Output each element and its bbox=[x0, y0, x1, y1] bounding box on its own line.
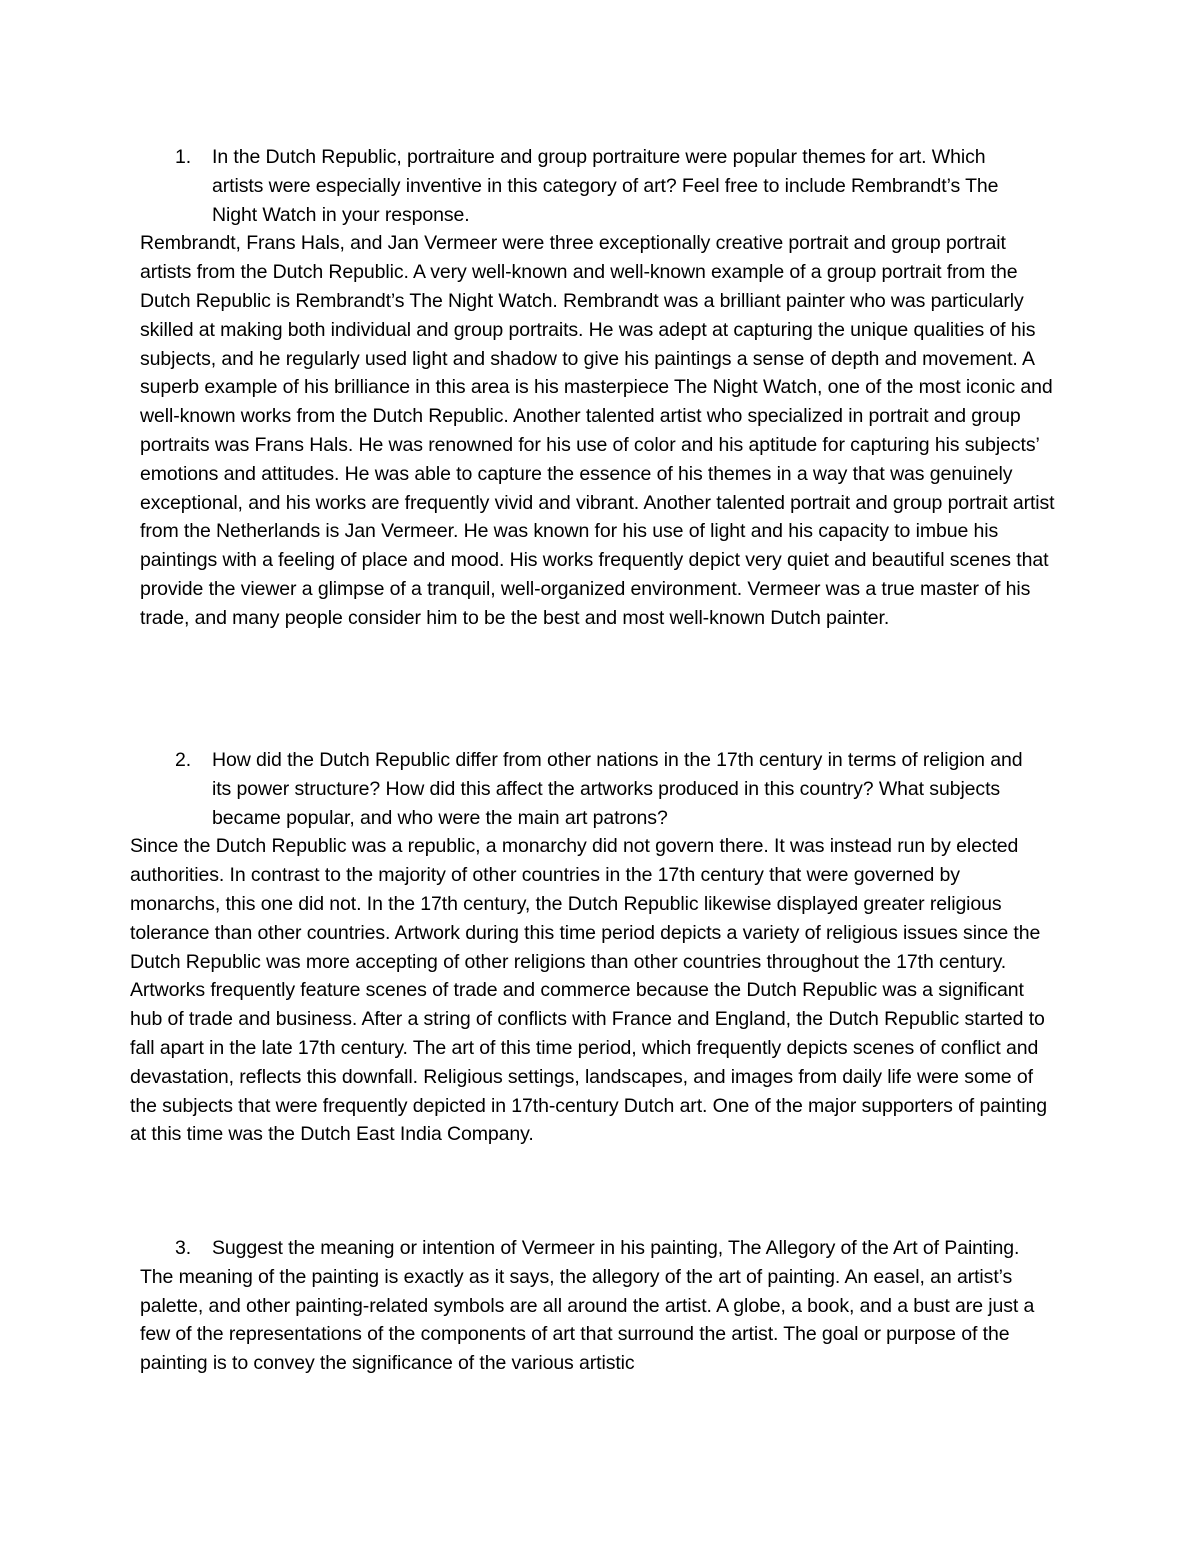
question-number: 1. bbox=[175, 146, 192, 168]
question-block-1 bbox=[140, 143, 1060, 633]
question-text: Suggest the meaning or intention of Vermeer in his painting, The Allegory of the Art of Painting. bbox=[212, 1237, 1020, 1259]
question-text: How did the Dutch Republic differ from other nations in the 17th century in terms of religion and its power structure? How did this affect the artworks produced in this country? What subjects became popular, and who were the main art patrons? bbox=[212, 749, 1023, 829]
question-3 bbox=[140, 1234, 1060, 1263]
answer-paragraph-2: Since the Dutch Republic was a republic, a monarchy did not govern there. It was instead run by elected authorities. In contrast to the majority of other countries in the 17th century that were governed by monarchs, this one did not. In the 17th century, the Dutch Republic likewise displayed greater religious tolerance than other countries. Artwork during this time period depicts a variety of religious issues since the Dutch Republic was more accepting of other religions than other countries throughout the 17th century. Artworks frequently feature scenes of trade and commerce because the Dutch Republic was a significant hub of trade and business. After a string of conflicts with France and England, the Dutch Republic started to fall apart in the late 17th century. The art of this time period, which frequently depicts scenes of conflict and devastation, reflects this downfall. Religious settings, landscapes, and images from daily life were some of the subjects that were frequently depicted in 17th-century Dutch art. One of the major supporters of painting at this time was the Dutch East India Company. bbox=[130, 835, 1047, 1146]
question-number: 3. bbox=[175, 1237, 192, 1259]
question-1 bbox=[140, 143, 1060, 229]
question-number: 2. bbox=[175, 749, 192, 771]
answer-paragraph-1: Rembrandt, Frans Hals, and Jan Vermeer were three exceptionally creative portrait and group portrait artists from the Dutch Republic. A very well-known and well-known example of a group portrait from the Dutch Republic is Rembrandt’s The Night Watch. Rembrandt was a brilliant painter who was particularly skilled at making both individual and group portraits. He was adept at capturing the unique qualities of his subjects, and he regularly used light and shadow to give his paintings a sense of depth and movement. A superb example of his brilliance in this area is his masterpiece The Night Watch, one of the most iconic and well-known works from the Dutch Republic. Another talented artist who specialized in portrait and group portraits was Frans Hals. He was renowned for his use of color and his aptitude for capturing his subjects’ emotions and attitudes. He was able to capture the essence of his themes in a way that was genuinely exceptional, and his works are frequently vivid and vibrant. Another talented portrait and group portrait artist from the Netherlands is Jan Vermeer. He was known for his use of light and his capacity to imbue his paintings with a feeling of place and mood. His works frequently depict very quiet and beautiful scenes that provide the viewer a glimpse of a tranquil, well-organized environment. Vermeer was a true master of his trade, and many people consider him to be the best and most well-known Dutch painter. bbox=[140, 232, 1055, 629]
question-text: In the Dutch Republic, portraiture and group portraiture were popular themes for art. Which artists were especially inventive in this category of art? Feel free to include Rembrandt’s The Night Watch in your response. bbox=[212, 146, 999, 226]
question-2 bbox=[140, 746, 1060, 832]
question-block-3 bbox=[140, 1234, 1060, 1378]
question-block-2 bbox=[130, 746, 1060, 1149]
answer-paragraph-3: The meaning of the painting is exactly as it says, the allegory of the art of painting. An easel, an artist’s palette, and other painting-related symbols are all around the artist. A globe, a book, and a bust are just a few of the representations of the components of art that surround the artist. The goal or purpose of the painting is to convey the significance of the various artistic bbox=[140, 1265, 1035, 1375]
